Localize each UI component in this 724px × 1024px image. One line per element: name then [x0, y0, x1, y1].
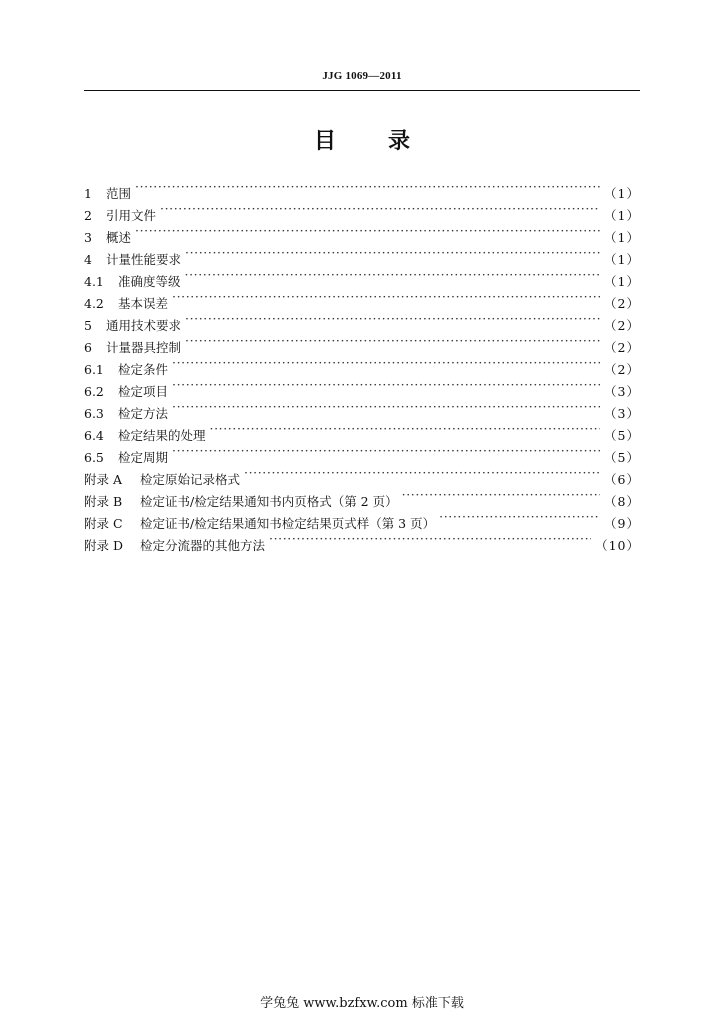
toc-leader-dots — [185, 308, 600, 330]
toc-entry-label: 检定结果的处理 — [118, 428, 206, 443]
toc-leader-dots — [172, 286, 600, 308]
toc-leader-dots — [135, 176, 600, 198]
toc-entry-page: （2） — [604, 318, 640, 333]
toc-entry-label: 引用文件 — [106, 208, 157, 223]
toc-entry[interactable] — [84, 242, 640, 267]
toc-entry-label: 检定证书/检定结果通知书内页格式（第 2 页） — [140, 494, 398, 509]
toc-entry-page: （5） — [604, 450, 640, 465]
toc-leader-dots — [172, 396, 600, 418]
toc-list — [84, 176, 640, 553]
toc-entry-label: 通用技术要求 — [106, 318, 182, 333]
toc-entry-page: （1） — [604, 230, 640, 245]
toc-entry-label: 计量器具控制 — [106, 340, 182, 355]
toc-entry-number: 附录 D — [84, 538, 123, 553]
toc-entry-number: 4.2 — [84, 296, 104, 311]
toc-title-char-1: 目 — [313, 129, 336, 154]
toc-title-char-2: 录 — [388, 129, 411, 154]
toc-entry-label: 检定条件 — [118, 362, 169, 377]
toc-entry-page: （3） — [604, 384, 640, 399]
toc-entry-page: （1） — [604, 252, 640, 267]
toc-entry-page: （10） — [595, 538, 640, 553]
toc-leader-dots — [210, 418, 601, 440]
toc-entry-number: 3 — [84, 230, 92, 245]
toc-entry-page: （8） — [604, 494, 640, 509]
toc-entry-number: 6.1 — [84, 362, 104, 377]
toc-entry-label: 计量性能要求 — [106, 252, 182, 267]
toc-entry-label: 概述 — [106, 230, 132, 245]
toc-title — [0, 124, 724, 155]
toc-entry-number: 6.2 — [84, 384, 104, 399]
toc-entry-number: 附录 C — [84, 516, 123, 531]
toc-leader-dots — [172, 374, 600, 396]
toc-entry-label: 检定项目 — [118, 384, 169, 399]
toc-entry-label: 准确度等级 — [118, 274, 181, 289]
toc-entry-page: （1） — [604, 274, 640, 289]
toc-entry-number: 4 — [84, 252, 92, 267]
footer-watermark: 学兔兔 www.bzfxw.com 标准下载 — [260, 996, 464, 1011]
toc-entry-label: 检定周期 — [118, 450, 169, 465]
toc-entry-number: 4.1 — [84, 274, 104, 289]
toc-entry[interactable] — [84, 198, 640, 223]
toc-leader-dots — [172, 440, 600, 462]
toc-entry-page: （2） — [604, 296, 640, 311]
toc-entry-page: （3） — [604, 406, 640, 421]
toc-entry-number: 6.4 — [84, 428, 104, 443]
toc-entry-page: （5） — [604, 428, 640, 443]
toc-entry-number: 6.3 — [84, 406, 104, 421]
toc-entry-page: （1） — [604, 208, 640, 223]
header-rule — [84, 90, 640, 91]
toc-leader-dots — [244, 462, 600, 484]
toc-entry-label: 检定证书/检定结果通知书检定结果页式样（第 3 页） — [140, 516, 436, 531]
toc-entry-number: 附录 B — [84, 494, 123, 509]
page-header-code: JJG 1069—2011 — [322, 70, 402, 82]
toc-leader-dots — [402, 484, 600, 506]
toc-entry-number: 6.5 — [84, 450, 104, 465]
toc-entry-label: 检定原始记录格式 — [140, 472, 241, 487]
toc-leader-dots — [185, 264, 601, 286]
toc-entry-number: 附录 A — [84, 472, 123, 487]
toc-entry-number: 2 — [84, 208, 92, 223]
toc-entry-number: 1 — [84, 186, 92, 201]
toc-entry-label: 检定方法 — [118, 406, 169, 421]
toc-leader-dots — [185, 242, 600, 264]
toc-leader-dots — [172, 352, 600, 374]
toc-leader-dots — [269, 528, 591, 550]
toc-entry-label: 范围 — [106, 186, 132, 201]
toc-entry-label: 基本误差 — [118, 296, 169, 311]
toc-entry-page: （2） — [604, 340, 640, 355]
toc-entry-page: （9） — [604, 516, 640, 531]
toc-entry[interactable] — [84, 176, 640, 201]
toc-entry-label: 检定分流器的其他方法 — [140, 538, 266, 553]
toc-entry-page: （2） — [604, 362, 640, 377]
toc-entry-page: （6） — [604, 472, 640, 487]
toc-entry-number: 5 — [84, 318, 92, 333]
toc-entry-page: （1） — [604, 186, 640, 201]
toc-leader-dots — [439, 506, 600, 528]
toc-entry-number: 6 — [84, 340, 92, 355]
toc-leader-dots — [185, 330, 600, 352]
toc-leader-dots — [135, 220, 600, 242]
toc-entry[interactable] — [84, 220, 640, 245]
toc-leader-dots — [160, 198, 600, 220]
